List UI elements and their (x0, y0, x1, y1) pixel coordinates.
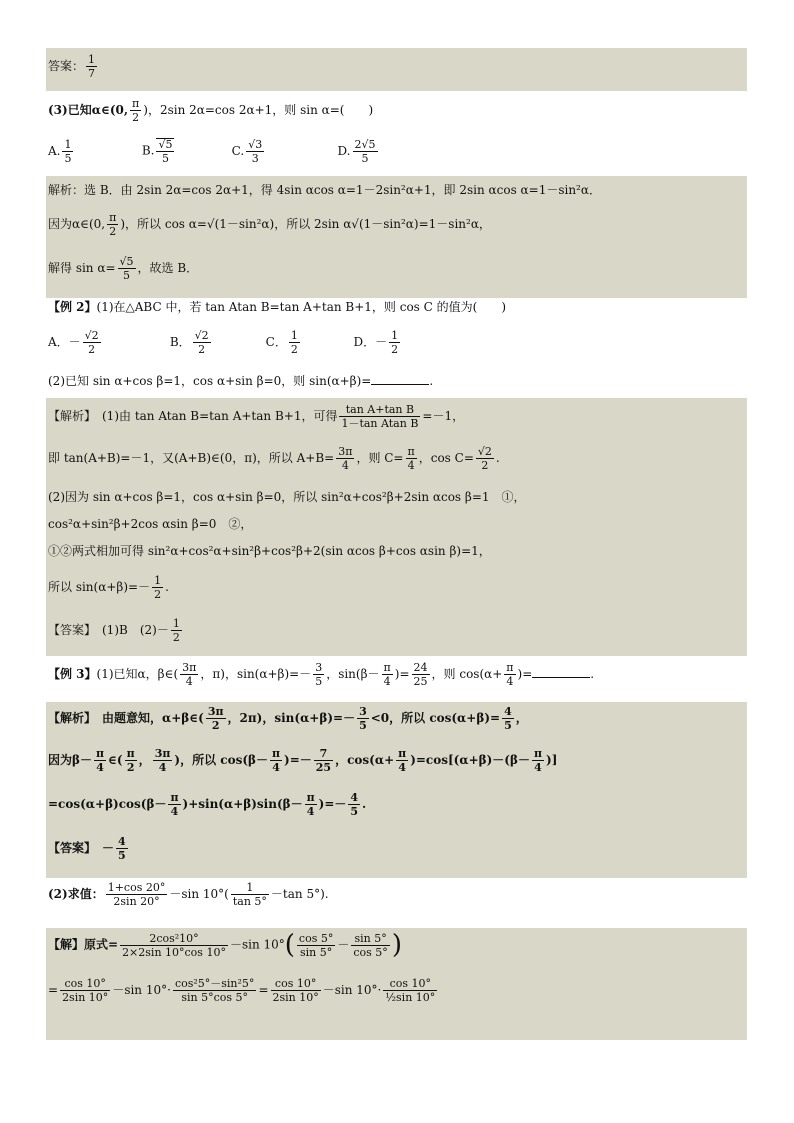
answer-blank (532, 667, 590, 678)
example-tag: 【例 3】 (48, 667, 97, 681)
answer-box (46, 48, 747, 91)
sol-ex2-line-5: ①②两式相加可得 sin²α+cos²α+sin²β+cos²β+2(sin αcos β+cos αsin β)=1， (48, 544, 491, 558)
answer-line: 答案： $\frac{1}{7}$ (48, 53, 96, 80)
option-c: C． $\frac{1}{2}$ (265, 329, 298, 356)
sol-ex3-line-2: 因为β－ $\frac{\pi}{4}$ ∈( $\frac{\pi}{2}$ ， $\frac{3\pi}{4}$ )，所以 cos(β－ $\frac{\pi}{4}$ )=－ $\frac{7}{25}$ ，cos(α+ $\frac{\pi}{4}$ )=cos[(α+β)－(β－ $\frac{\pi}{4}$ )] (48, 747, 558, 774)
option-b: B. $\frac{√5}{5}$ (141, 138, 173, 165)
option-b: B． $\frac{√2}{2}$ (169, 329, 209, 356)
option-a: A．－ $\frac{√2}{2}$ (48, 329, 99, 356)
sol-ex2-line-3: (2)因为 sin α+cos β=1，cos α+sin β=0，所以 sin²α+cos²β+2sin αcos β=1 ①， (48, 490, 526, 504)
sol-ex2-line-6: 所以 sin(α+β)=－ $\frac{1}{2}$ . (48, 574, 169, 601)
sol-ex3-line-3: =cos(α+β)cos(β－ $\frac{\pi}{4}$ )+sin(α+β)sin(β－ $\frac{\pi}{4}$ )=－ $\frac{4}{5}$ . (48, 791, 367, 818)
option-c: C. $\frac{√3}{3}$ (231, 137, 263, 165)
example-2-question: 【例 2】(1)在△ABC 中，若 tan Atan B=tan A+tan B+1，则 cos C 的值为( ) (48, 300, 507, 314)
answer-ex2: 【答案】 (1)B (2)－ $\frac{1}{2}$ (48, 617, 180, 644)
sol-ex2-line-1: 【解析】 (1)由 tan Atan B=tan A+tan B+1，可得 $\frac{\text{tan A+tan B}}{\text{1－tan Atan B}}$ =－1， (48, 403, 465, 430)
solution-line-1: 解析：选 B．由 2sin 2α=cos 2α+1，得 4sin αcos α=1－2sin²α+1，即 2sin αcos α=1－sin²α． (48, 183, 601, 197)
answer-ex3: 【答案】 － $\frac{4}{5}$ (48, 835, 126, 862)
question-2-evaluate: (2)求值： $\frac{1+\cos 20^\circ}{2\sin 20^\circ}$ －sin 10°( $\frac{1}{\tan 5^\circ}$ －tan 5°). (48, 881, 329, 908)
option-a: A. $\frac{1}{5}$ (48, 137, 72, 165)
sol-ex2-line-4: cos²α+sin²β+2cos αsin β=0 ②， (48, 517, 253, 531)
option-d: D．－ $\frac{1}{2}$ (353, 329, 399, 356)
q3-options (48, 138, 380, 164)
sol-ex2-line-2: 即 tan(A+B)=－1，又(A+B)∈(0，π)，所以 A+B= $\frac{3\pi}{4}$ ，则 C= $\frac{\pi}{4}$ ，cos C= $\frac{√2}{2}$ . (48, 445, 500, 472)
solution-line-3: 解得 sin α= $\frac{√5}{5}$ ，故选 B． (48, 255, 199, 282)
sol-q2b-line-2: = $\frac{\cos 10^\circ}{2\sin 10^\circ}$ －sin 10°· $\frac{\text{cos²5°－sin²5°}}{\sin 5^\circ\cos 5^\circ}$ = $\frac{\cos 10^\circ}{2\sin 10^\circ}$ －sin 10°· $\frac{\cos 10^\circ}{\text{½sin 10°}}$ (48, 977, 436, 1004)
example-tag: 【例 2】 (48, 300, 97, 314)
question-3: (3)已知α∈(0, $\frac{\pi}{2}$ )，2sin 2α=cos 2α+1，则 sin α=( ) (48, 97, 374, 124)
option-d: D. $\frac{2√5}{5}$ (337, 137, 376, 165)
sol-q2b-line-1: 【解】原式= $\frac{\text{2cos²10°}}{2\times 2\sin 10^\circ\cos 10^\circ}$ －sin 10°( $\frac{\cos 5^\circ}{\sin 5^\circ}$ － $\frac{\sin 5^\circ}{\cos 5^\circ}$ ) (48, 930, 402, 960)
sol-ex3-line-1: 【解析】 由题意知，α+β∈( $\frac{3\pi}{2}$ ，2π)，sin(α+β)=－ $\frac{3}{5}$ <0，所以 cos(α+β)= $\frac{4}{5}$ ， (48, 705, 528, 732)
ex2-options (48, 330, 402, 355)
example-2-part-2: (2)已知 sin α+cos β=1，cos α+sin β=0，则 sin(α+β)= . (48, 374, 434, 388)
fraction: $\frac{1}{7}$ (88, 53, 96, 80)
answer-blank (371, 374, 429, 385)
example-3-question: 【例 3】(1)已知α，β∈( $\frac{3\pi}{4}$ ，π)，sin(α+β)=－ $\frac{3}{5}$ ，sin(β－ $\frac{\pi}{4}$ )= $\frac{24}{25}$ ，则 cos(α+ $\frac{\pi}{4}$ )= . (48, 661, 595, 688)
solution-line-2: 因为α∈(0, $\frac{\pi}{2}$ )，所以 cos α=√(1－sin²α)，所以 2sin α√(1－sin²α)=1－sin²α， (48, 211, 491, 238)
